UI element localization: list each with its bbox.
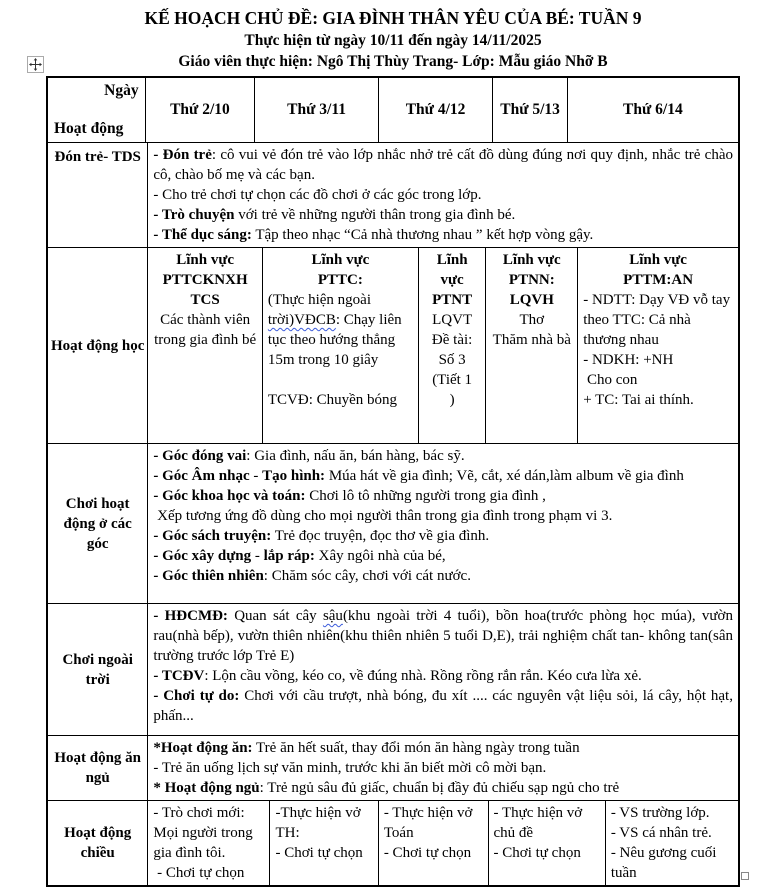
row-label: [48, 143, 147, 247]
text-run: : cô vui vẻ đón trẻ vào lớp nhắc nhở trẻ cất đồ dùng đúng nơi quy định, nhắc trẻ chào cô, chào bố mẹ và các bạn.: [153, 147, 733, 183]
day-content-cell: [577, 248, 738, 443]
paragraph: [153, 566, 733, 586]
paragraph: [491, 310, 572, 330]
paragraph: [153, 506, 733, 526]
text-run: Trẻ đọc truyện, đọc thơ về gia đình.: [271, 528, 490, 544]
paragraph: [583, 370, 733, 390]
text-run: Các thành viên trong gia đình bé: [154, 312, 257, 348]
paragraph: [153, 290, 257, 310]
text-run: - NDTT: Dạy VĐ vỗ tay theo TTC: Cả nhà thương nhau: [583, 292, 731, 348]
row-content: [147, 604, 738, 735]
text-run: Tập theo nhạc “Cả nhà thương nhau ” kết hợp vòng gậy.: [251, 227, 594, 243]
day-content-cell: [378, 801, 488, 885]
row-label-text: Đón trẻ- TDS: [54, 149, 141, 165]
text-run: -: [249, 468, 263, 484]
row-choi-ngoai-troi: [48, 603, 738, 735]
paragraph: [153, 145, 733, 185]
paragraph: [153, 758, 733, 778]
paragraph: [153, 666, 733, 686]
paragraph: [153, 606, 733, 666]
paragraph: [153, 526, 733, 546]
paragraph: [153, 250, 257, 270]
text-run: Cho con: [583, 372, 638, 388]
text-run: LQVH: [509, 292, 554, 308]
paragraph: [424, 330, 481, 350]
text-run: Chơi với cầu trượt, nhà bóng, đu xít .... các nguyên vật liệu sỏi, lá cây, hột hạt, phấn...: [153, 688, 733, 724]
text-run: PTTCKNXH: [162, 272, 248, 288]
text-run: Xây ngôi nhà của bé,: [314, 548, 446, 564]
header-day-cell: Thứ 6/14: [567, 78, 738, 142]
paragraph: [583, 390, 733, 410]
day-content-cell: [488, 801, 605, 885]
paragraph: [611, 823, 733, 843]
text-run: vực: [440, 272, 464, 288]
text-run: : Lộn cầu vồng, kéo co, về đúng nhà. Rồng rồng rắn rắn. Kéo cưa lừa xẻ.: [204, 668, 642, 684]
text-run: lắp ráp:: [263, 548, 315, 564]
paragraph: [583, 290, 733, 350]
paragraph: [424, 390, 481, 410]
row-label: [48, 801, 147, 885]
text-run: Lĩnh vực: [176, 252, 235, 268]
text-run: TCVĐ: Chuyền bóng: [267, 392, 398, 408]
text-run: *Hoạt động ăn:: [153, 740, 253, 756]
misspelled-word: trời)VĐCB: [267, 312, 336, 328]
paragraph: [268, 370, 413, 390]
row-hoat-dong-hoc: [48, 247, 738, 443]
paragraph: [268, 390, 413, 410]
text-run: - Thực hiện vở chủ đề: [493, 805, 583, 841]
day-content-cell: [605, 801, 738, 885]
text-run: - Chơi tự chọn: [493, 845, 581, 861]
row-content: [147, 143, 738, 247]
paragraph: [583, 350, 733, 370]
text-run: - VS cá nhân trẻ.: [610, 825, 712, 841]
text-run: LQVT: [432, 312, 473, 328]
text-run: - Chơi tự do:: [153, 688, 240, 704]
paragraph: [153, 270, 257, 290]
row-hoat-dong-chieu: [48, 800, 738, 885]
day-content-cell: [147, 801, 269, 885]
text-run: - Góc Âm nhạc: [153, 468, 250, 484]
text-run: - Chơi tự chọn: [383, 845, 472, 861]
header-corner-hoat-dong: Hoạt động: [54, 120, 124, 137]
text-run: * Hoạt động ngủ: [153, 780, 260, 796]
text-run: TCS: [190, 292, 220, 308]
row-label-text: Chơi hoạt động ở các góc: [63, 495, 132, 552]
paragraph: [153, 225, 733, 245]
text-run: - Góc đóng vai: [153, 448, 247, 464]
row-label: [48, 604, 147, 735]
text-run: (Tiết 1: [432, 372, 473, 388]
paragraph: [611, 843, 733, 883]
text-run: - Cho trẻ chơi tự chọn các đồ chơi ở các góc trong lớp.: [153, 187, 482, 203]
paragraph: [153, 446, 733, 466]
text-run: - Chơi tự chọn: [275, 845, 363, 861]
paragraph: [491, 290, 572, 310]
paragraph: [275, 843, 372, 863]
text-run: - Thể dục sáng:: [153, 227, 252, 243]
text-run: Múa hát về gia đình; Vẽ, cắt, xé dán,làm album về gia đình: [325, 468, 684, 484]
text-run: Chơi lô tô những người trong gia đình ,: [305, 488, 546, 504]
page-title: KẾ HOẠCH CHỦ ĐỀ: GIA ĐÌNH THÂN YÊU CỦA BÉ: TUẦN 9: [144, 8, 642, 28]
paragraph: [491, 270, 572, 290]
table-move-handle[interactable]: [27, 56, 44, 73]
row-label: [48, 248, 147, 443]
paragraph: [384, 843, 483, 863]
paragraph: [153, 778, 733, 798]
paragraph: [424, 370, 481, 390]
text-run: : Trẻ ngủ sâu đủ giấc, chuẩn bị đầy đủ chiếu sạp ngủ cho trẻ: [259, 780, 620, 796]
paragraph: [384, 803, 483, 843]
text-run: Quan sát cây: [227, 608, 323, 624]
text-run: - Chơi tự chọn: [153, 865, 245, 881]
text-run: PTNT: [432, 292, 473, 308]
paragraph: [583, 250, 733, 270]
paragraph: [153, 486, 733, 506]
paragraph: [491, 250, 572, 270]
text-run: : Gia đình, nấu ăn, bán hàng, bác sỹ.: [246, 448, 465, 464]
day-content-cell: [485, 248, 577, 443]
row-hoat-dong-an-ngu: [48, 735, 738, 800]
text-run: Thơ: [519, 312, 545, 328]
text-run: Số 3: [438, 352, 466, 368]
text-run: -Thực hiện vở TH:: [275, 805, 361, 841]
paragraph: [611, 803, 733, 823]
paragraph: [491, 330, 572, 350]
text-run: - NDKH: +NH: [583, 352, 674, 368]
text-run: Lĩnh vực: [502, 252, 561, 268]
row-content: [147, 736, 738, 800]
title-date-range: Thực hiện từ ngày 10/11 đến ngày 14/11/2025: [244, 32, 542, 49]
text-run: PTTC:: [317, 272, 363, 288]
paragraph: [153, 863, 264, 883]
text-run: - Góc xây dựng: [153, 548, 252, 564]
title-teacher-class: Giáo viên thực hiện: Ngô Thị Thùy Trang- Lớp: Mẫu giáo Nhỡ B: [178, 53, 608, 70]
text-run: Lĩnh: [436, 252, 468, 268]
text-run: - Góc khoa học và toán:: [153, 488, 306, 504]
misspelled-word: sậu: [322, 608, 343, 624]
paragraph: [153, 466, 733, 486]
text-run: - Thực hiện vở Toán: [383, 805, 473, 841]
header-day-cell: Thứ 2/10: [145, 78, 255, 142]
paragraph: [153, 803, 264, 863]
text-run: ): [449, 392, 455, 408]
document-title-block: [46, 7, 740, 72]
header-row: [48, 78, 738, 142]
paragraph: [153, 310, 257, 350]
text-run: PTTM:AN: [623, 272, 694, 288]
day-content-cell: [262, 248, 418, 443]
day-content-cell: [147, 248, 262, 443]
text-run: Xếp tương ứng đồ dùng cho mọi người thân trong gia đình trong phạm vi 3.: [153, 508, 613, 524]
paragraph: [268, 270, 413, 290]
row-content: [147, 444, 738, 603]
row-don-tre-tds: [48, 142, 738, 247]
paragraph: [424, 270, 481, 290]
text-run: Lĩnh vực: [311, 252, 370, 268]
text-run: - Góc thiên nhiên: [153, 568, 264, 584]
text-run: Thăm nhà bà: [492, 332, 571, 348]
header-day-cell: Thứ 5/13: [492, 78, 567, 142]
text-run: - Trò chơi mới: Mọi người trong gia đình tôi.: [153, 805, 253, 861]
row-label-text: Chơi ngoài trời: [62, 651, 133, 688]
day-content-cell: [418, 248, 486, 443]
paragraph: [268, 250, 413, 270]
row-label: [48, 444, 147, 603]
text-run: Đề tài:: [431, 332, 473, 348]
paragraph: [424, 310, 481, 330]
paragraph: [424, 250, 481, 270]
four-arrows-move-icon: [29, 58, 42, 71]
header-corner-cell: [48, 78, 145, 142]
day-content-cell: [269, 801, 377, 885]
paragraph: [153, 686, 733, 726]
text-run: - TCĐV: [153, 668, 205, 684]
row-label-text: Hoạt động học: [51, 337, 145, 354]
text-run: - Đón trẻ: [153, 147, 212, 163]
header-day-cell: Thứ 3/11: [254, 78, 378, 142]
paragraph: [153, 738, 733, 758]
paragraph: [153, 205, 733, 225]
row-label-text: Hoạt động chiều: [64, 825, 132, 861]
paragraph: [424, 290, 481, 310]
text-run: + TC: Tai ai thính.: [583, 392, 694, 408]
paragraph: [424, 350, 481, 370]
paragraph: [268, 290, 413, 370]
schedule-table: [46, 76, 740, 887]
text-run: - Nêu gương cuối tuần: [610, 845, 717, 881]
text-run: PTNN:: [508, 272, 555, 288]
text-run: : Chạy liên tục theo hướng thẳng 15m trong 10 giây: [267, 312, 402, 368]
text-run: : Chăm sóc cây, chơi với cát nước.: [263, 568, 471, 584]
text-run: Trẻ ăn hết suất, thay đổi món ăn hàng ngày trong tuần: [252, 740, 580, 756]
text-run: (Thực hiện ngoài: [267, 292, 371, 308]
paragraph: [583, 270, 733, 290]
header-day-cell: Thứ 4/12: [378, 78, 493, 142]
text-run: - HĐCMĐ:: [153, 608, 228, 624]
paragraph: [494, 803, 600, 843]
text-run: (khu ngoài trời 4 tuổi), bồn hoa(trước phòng học múa), vườn rau(nhà bếp), vườn thiên nhiên(khu thiên nhiên 5 tuổi D,E), trải nghiệm chất tan- không tan(sân trường trước lớp Trẻ E): [153, 608, 733, 664]
paragraph: [275, 803, 372, 843]
paragraph: [494, 843, 600, 863]
table-resize-handle[interactable]: [741, 872, 749, 880]
text-run: với trẻ về những người thân trong gia đình bé.: [234, 207, 516, 223]
text-run: - Góc sách truyện:: [153, 528, 272, 544]
header-corner-ngay: Ngày: [104, 82, 139, 99]
text-run: Tạo hình:: [262, 468, 326, 484]
paragraph: [153, 546, 733, 566]
text-run: - Trò chuyện: [153, 207, 235, 223]
row-choi-hoat-dong-o-cac-goc: [48, 443, 738, 603]
row-label: [48, 736, 147, 800]
row-label-text: Hoạt động ăn ngủ: [54, 750, 142, 786]
text-run: - VS trường lớp.: [610, 805, 710, 821]
paragraph: [153, 185, 733, 205]
text-run: - Trẻ ăn uống lịch sự văn minh, trước khi ăn biết mời cô mời bạn.: [153, 760, 547, 776]
text-run: Lĩnh vực: [629, 252, 687, 268]
text-run: -: [251, 548, 264, 564]
